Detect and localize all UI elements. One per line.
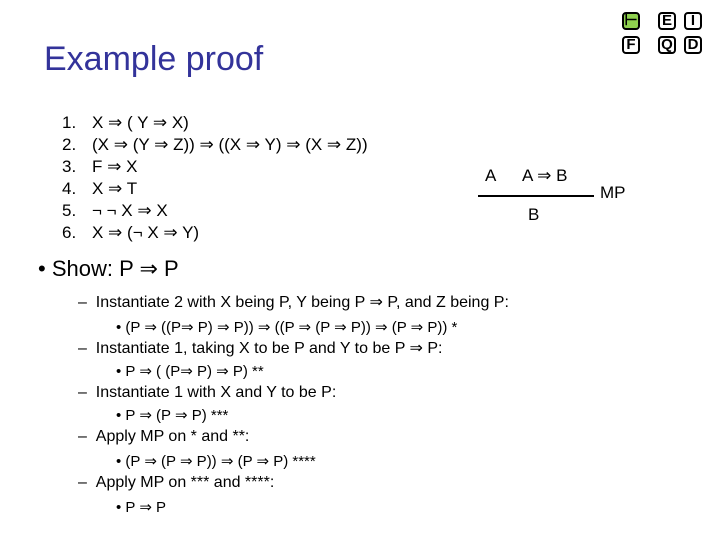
step-item — [78, 474, 274, 492]
dash-marker: – — [78, 428, 96, 445]
step-result — [116, 406, 228, 424]
logo-turnstile-glyph: ⊢ — [624, 12, 638, 29]
step-result — [116, 452, 316, 470]
formula-text: P ⇒ (P ⇒ P) *** — [125, 407, 229, 424]
show-bullet — [38, 256, 179, 282]
dash-marker: – — [78, 340, 96, 357]
dash-marker: – — [78, 384, 96, 401]
step-text: Instantiate 2 with X being P, Y being P ⇒ P, and Z being P: — [95, 294, 509, 311]
formula-text: (P ⇒ ((P⇒ P) ⇒ P)) ⇒ ((P ⇒ (P ⇒ P)) ⇒ (P ⇒ P)) * — [125, 319, 458, 336]
step-result — [116, 362, 264, 380]
step-item — [78, 428, 249, 446]
axiom-line — [62, 134, 368, 156]
axiom-number: 6. — [62, 223, 77, 242]
axiom-list — [62, 112, 368, 244]
step-text: Instantiate 1 with X and Y to be P: — [95, 384, 337, 401]
axiom-number: 3. — [62, 157, 77, 176]
mp-premise-a: A — [485, 166, 497, 185]
logo-d-box: D — [684, 36, 702, 54]
axiom-line — [62, 200, 368, 222]
logo-i-box: I — [684, 12, 702, 30]
axiom-line — [62, 222, 368, 244]
axiom-line — [62, 178, 368, 200]
logo-turnstile-box — [622, 12, 640, 30]
step-item — [78, 384, 336, 402]
axiom-line — [62, 112, 368, 134]
step-text: Apply MP on *** and ****: — [95, 474, 275, 491]
mp-inference-line — [478, 195, 594, 197]
axiom-text: (X ⇒ (Y ⇒ Z)) ⇒ ((X ⇒ Y) ⇒ (X ⇒ Z)) — [92, 135, 368, 154]
axiom-text: X ⇒ T — [92, 179, 138, 198]
axiom-line — [62, 156, 368, 178]
axiom-number: 1. — [62, 113, 77, 132]
step-result — [116, 498, 166, 516]
step-text: Instantiate 1, taking X to be P and Y to be P ⇒ P: — [95, 340, 443, 357]
logo-f-box — [622, 36, 640, 54]
show-text: Show: P ⇒ P — [51, 256, 179, 281]
sub-bullet: • — [116, 407, 126, 424]
sub-bullet: • — [116, 319, 126, 336]
axiom-number: 5. — [62, 201, 77, 220]
logo-f-glyph: F — [626, 36, 636, 53]
logo — [620, 12, 710, 56]
step-text: Apply MP on * and **: — [95, 428, 250, 445]
dash-marker: – — [78, 294, 96, 311]
sub-bullet: • — [116, 499, 126, 516]
mp-premise-implication: A ⇒ B — [522, 166, 568, 185]
logo-q-box: Q — [658, 36, 676, 54]
step-result — [116, 318, 457, 336]
formula-text: (P ⇒ (P ⇒ P)) ⇒ (P ⇒ P) **** — [125, 453, 316, 470]
formula-text: P ⇒ P — [125, 499, 167, 516]
mp-rule-name: MP — [600, 183, 626, 202]
bullet-dot: • — [38, 256, 52, 281]
axiom-text: ¬ ¬ X ⇒ X — [92, 201, 168, 220]
logo-e-box: E — [658, 12, 676, 30]
axiom-number: 4. — [62, 179, 77, 198]
axiom-text: X ⇒ ( Y ⇒ X) — [92, 113, 189, 132]
slide-title: Example proof — [44, 40, 264, 78]
dash-marker: – — [78, 474, 96, 491]
sub-bullet: • — [116, 363, 126, 380]
mp-conclusion: B — [528, 205, 540, 224]
axiom-text: X ⇒ (¬ X ⇒ Y) — [92, 223, 200, 242]
axiom-text: F ⇒ X — [92, 157, 138, 176]
sub-bullet: • — [116, 453, 126, 470]
step-item — [78, 338, 442, 358]
axiom-number: 2. — [62, 135, 77, 154]
step-item — [78, 292, 509, 312]
formula-text: P ⇒ ( (P⇒ P) ⇒ P) ** — [125, 363, 264, 380]
